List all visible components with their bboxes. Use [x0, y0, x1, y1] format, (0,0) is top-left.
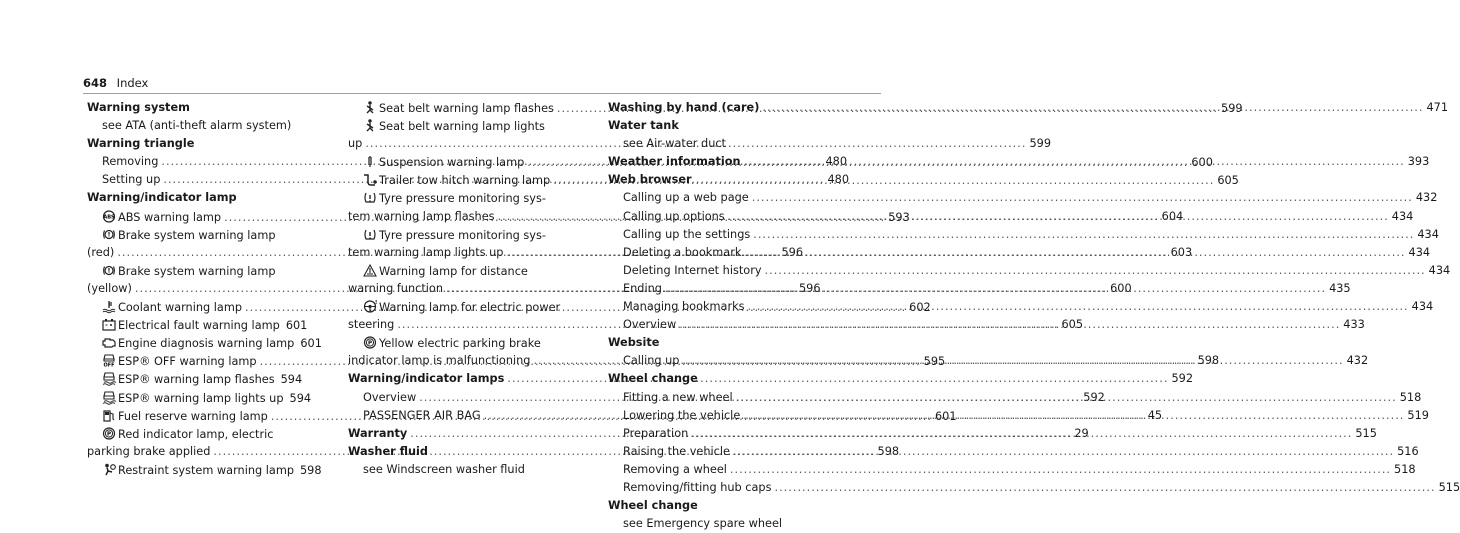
dot-leader: [679, 316, 1340, 334]
distance-icon: [363, 264, 377, 277]
tyre-icon: [363, 228, 377, 241]
page-reference: 434: [1408, 245, 1431, 259]
entry-text: tem warning lamp flashes: [348, 209, 495, 223]
page-reference: 518: [1399, 390, 1422, 404]
index-heading: [87, 135, 299, 153]
page-section-title: Index: [116, 76, 149, 90]
entry-text: Calling up options: [623, 209, 725, 223]
page-reference: 471: [1426, 101, 1449, 114]
svg-text:!: !: [107, 267, 111, 275]
page-reference: 601: [285, 319, 308, 333]
index-heading: [608, 497, 878, 515]
entry-text: Warning system: [87, 101, 190, 114]
dot-leader: [748, 298, 1409, 316]
entry-text: see ATA (anti-theft alarm system): [102, 119, 292, 133]
svg-text:OFF: OFF: [103, 362, 115, 369]
page-reference: 600: [1191, 156, 1213, 170]
page-reference: 595: [923, 355, 946, 369]
entry-text: Fuel reserve warning lamp: [118, 409, 268, 423]
index-entry: [348, 117, 600, 135]
page-reference: 435: [1329, 281, 1351, 295]
page-reference: 434: [1417, 227, 1439, 241]
entry-text: ESP® OFF warning lamp: [118, 355, 257, 369]
entry-text: ABS warning lamp: [118, 210, 222, 224]
page-reference: 596: [799, 281, 821, 295]
entry-text: Seat belt warning lamp flashes: [379, 102, 554, 115]
entry-text: Wheel change: [608, 499, 698, 513]
dot-leader: [762, 99, 1423, 117]
entry-text: Warranty: [348, 426, 408, 440]
index-entry: [608, 135, 878, 153]
entry-text: Trailer tow hitch warning lamp: [379, 174, 551, 188]
entry-text: Restraint system warning lamp: [118, 463, 294, 477]
dot-leader: [733, 443, 1394, 461]
entry-text: Suspension warning lamp: [379, 156, 525, 170]
tyre-icon: [363, 191, 377, 204]
entry-text: Setting up: [102, 173, 161, 187]
entry-text: Warning/indicator lamps: [348, 372, 505, 386]
entry-text: Fitting a new wheel: [623, 390, 733, 404]
entry-text: ESP® warning lamp lights up: [118, 391, 284, 405]
index-entry: [87, 262, 299, 280]
entry-text: Removing/fitting hub caps: [623, 480, 772, 494]
trailer-icon: [363, 173, 377, 186]
index-entry: [348, 189, 600, 207]
suspension-icon: [363, 155, 377, 168]
dot-leader: [730, 461, 1391, 479]
index-heading: [608, 370, 878, 388]
steering-icon: [363, 300, 377, 313]
index-entry: [87, 370, 303, 388]
entry-text: Warning lamp for distance: [379, 264, 528, 278]
dot-leader: [765, 262, 1426, 280]
entry-text: Coolant warning lamp: [118, 301, 243, 315]
dot-leader: [753, 226, 1414, 244]
page-reference: 594: [280, 373, 303, 387]
dot-leader: [752, 189, 1413, 207]
dot-leader: [665, 280, 1326, 298]
entry-text: Seat belt warning lamp lights: [379, 120, 545, 134]
index-entry: [87, 117, 299, 135]
page-reference: 598: [1197, 354, 1220, 368]
index-heading: [87, 99, 299, 117]
dot-leader: [744, 153, 1405, 171]
page-reference: 600: [1110, 281, 1132, 295]
entry-text: Managing bookmarks: [623, 300, 745, 314]
entry-text: (red): [87, 245, 115, 259]
entry-text: Electrical fault warning lamp: [118, 319, 280, 333]
page-reference: 519: [1407, 408, 1429, 422]
index-entry: [608, 262, 1451, 280]
page-reference: 592: [1083, 390, 1105, 404]
page-reference: 480: [825, 155, 848, 169]
page-reference: 433: [1343, 318, 1365, 332]
index-heading: [608, 334, 878, 352]
entry-text: Website: [608, 336, 660, 350]
dot-leader: [736, 389, 1397, 407]
coolant-icon: [102, 300, 116, 313]
page-reference: 599: [1029, 137, 1052, 151]
entry-text: Preparation: [623, 426, 689, 440]
entry-text: Brake system warning lamp: [118, 264, 276, 278]
page-reference: 593: [888, 210, 910, 224]
page-reference: 515: [1438, 480, 1460, 494]
page-reference: 480: [827, 173, 850, 187]
page-reference: 596: [781, 245, 804, 259]
entry-text: see Emergency spare wheel: [623, 517, 783, 531]
entry-text: Lowering the vehicle: [623, 408, 741, 422]
index-heading: [87, 189, 299, 207]
esp-off-icon: [102, 354, 116, 367]
header-divider: [83, 93, 881, 94]
dot-leader: [744, 244, 1405, 262]
brake-icon: [102, 264, 116, 277]
entry-text: warning function: [348, 281, 443, 295]
page-reference: 601: [934, 409, 957, 423]
entry-text: steering: [348, 318, 395, 332]
page-reference: 601: [300, 337, 322, 351]
entry-text: Wheel change: [608, 372, 698, 386]
entry-text: Engine diagnosis warning lamp: [118, 337, 295, 351]
esp-icon: [102, 372, 116, 385]
entry-text: see Air-water duct: [623, 137, 726, 151]
svg-text:P: P: [106, 431, 112, 438]
entry-text: Ending: [623, 281, 662, 295]
index-entry: [348, 334, 600, 352]
svg-text:ABS: ABS: [103, 214, 115, 221]
page-reference: 393: [1407, 155, 1430, 169]
page-reference: 434: [1391, 209, 1414, 223]
page-reference: 434: [1428, 263, 1451, 277]
entry-text: Warning/indicator lamp: [87, 191, 237, 205]
page-reference: 605: [1217, 174, 1239, 188]
index-entry: [348, 298, 600, 316]
index-entry: [608, 479, 1460, 497]
brake-icon: [102, 228, 116, 241]
svg-text:P: P: [367, 340, 373, 347]
entry-text: Calling up: [623, 354, 680, 368]
entry-text: tem warning lamp lights up: [348, 245, 504, 259]
index-heading: [608, 117, 878, 135]
dot-leader: [743, 407, 1404, 425]
page-reference: 605: [1061, 318, 1084, 332]
engine-icon: [102, 336, 116, 349]
entry-text: ESP® warning lamp flashes: [118, 373, 275, 387]
index-entry: [87, 334, 322, 352]
svg-text:!: !: [375, 300, 378, 307]
page-reference: 434: [1411, 300, 1434, 314]
page-reference: 594: [289, 391, 312, 405]
entry-text: Tyre pressure monitoring sys-: [379, 228, 546, 242]
entry-text: Web browser: [608, 173, 692, 187]
page-reference: 432: [1346, 354, 1369, 368]
svg-text:!: !: [107, 231, 111, 239]
index-entry: [348, 461, 600, 479]
dot-leader: [691, 425, 1352, 443]
entry-text: Deleting Internet history: [623, 263, 762, 277]
entry-text: Removing: [102, 155, 159, 169]
entry-text: (yellow): [87, 281, 132, 295]
page-reference: 598: [300, 463, 322, 477]
entry-text: Deleting a bookmark: [623, 245, 742, 259]
index-heading: [608, 171, 878, 189]
page-reference: 599: [1221, 102, 1243, 115]
battery-icon: [102, 318, 116, 331]
entry-text: Red indicator lamp, electric: [118, 427, 274, 441]
index-entry: [87, 461, 322, 479]
airbag-icon: [102, 463, 116, 476]
page-reference: 598: [877, 444, 900, 458]
entry-text: Washing by hand (care): [608, 101, 760, 114]
parking-brake-icon: [102, 427, 116, 440]
entry-text: see Windscreen washer fluid: [363, 462, 525, 476]
entry-text: Warning lamp for electric power: [379, 301, 561, 315]
page-reference: 603: [1170, 245, 1193, 259]
entry-text: Raising the vehicle: [623, 444, 730, 458]
esp-icon: [102, 391, 116, 404]
index-entry: [608, 189, 1438, 207]
dot-leader: [774, 479, 1435, 497]
index-entry: [348, 262, 600, 280]
entry-text: Calling up the settings: [623, 227, 751, 241]
entry-text: Brake system warning lamp: [118, 228, 276, 242]
index-entry: [608, 461, 1416, 479]
entry-text: Calling up a web page: [623, 191, 749, 205]
page-reference: 45: [1147, 408, 1163, 422]
seatbelt-icon: [363, 119, 377, 132]
abs-icon: [102, 210, 116, 223]
index-entry: [87, 316, 308, 334]
page-reference: 432: [1415, 191, 1438, 205]
index-entry: [87, 389, 312, 407]
page-reference: 516: [1397, 444, 1419, 458]
dot-leader: [728, 208, 1389, 226]
index-entry: [348, 226, 600, 244]
entry-text: indicator lamp is malfunctioning: [348, 354, 531, 368]
dot-leader: [682, 352, 1343, 370]
page-reference: 602: [909, 301, 931, 315]
index-entry: [87, 425, 299, 443]
entry-text: Overview: [363, 390, 417, 404]
fuel-icon: [102, 409, 116, 422]
entry-text: Washer fluid: [348, 444, 428, 458]
index-entry: [87, 226, 299, 244]
entry-text: up: [348, 137, 363, 151]
entry-text: parking brake applied: [87, 444, 211, 458]
page-reference: 29: [1074, 426, 1089, 440]
parking-brake-icon: [363, 336, 377, 349]
entry-text: Removing a wheel: [623, 462, 727, 476]
index-heading: [348, 443, 600, 461]
index-entry: [608, 226, 1439, 244]
entry-text: Water tank: [608, 119, 679, 133]
entry-text: PASSENGER AIR BAG: [363, 408, 481, 422]
page-reference: 604: [1161, 209, 1184, 223]
entry-text: Overview: [623, 318, 677, 332]
page-reference: 515: [1355, 426, 1377, 440]
entry-text: Tyre pressure monitoring sys-: [379, 192, 546, 206]
page-number: 648: [83, 76, 108, 90]
page-reference: 592: [1171, 372, 1194, 386]
page-header: [83, 76, 148, 90]
page-reference: 518: [1394, 462, 1416, 476]
seatbelt-icon: [363, 101, 377, 114]
entry-text: Yellow electric parking brake: [379, 337, 541, 351]
index-entry: [608, 515, 878, 533]
entry-text: Warning triangle: [87, 137, 195, 151]
entry-text: Weather information: [608, 155, 741, 169]
